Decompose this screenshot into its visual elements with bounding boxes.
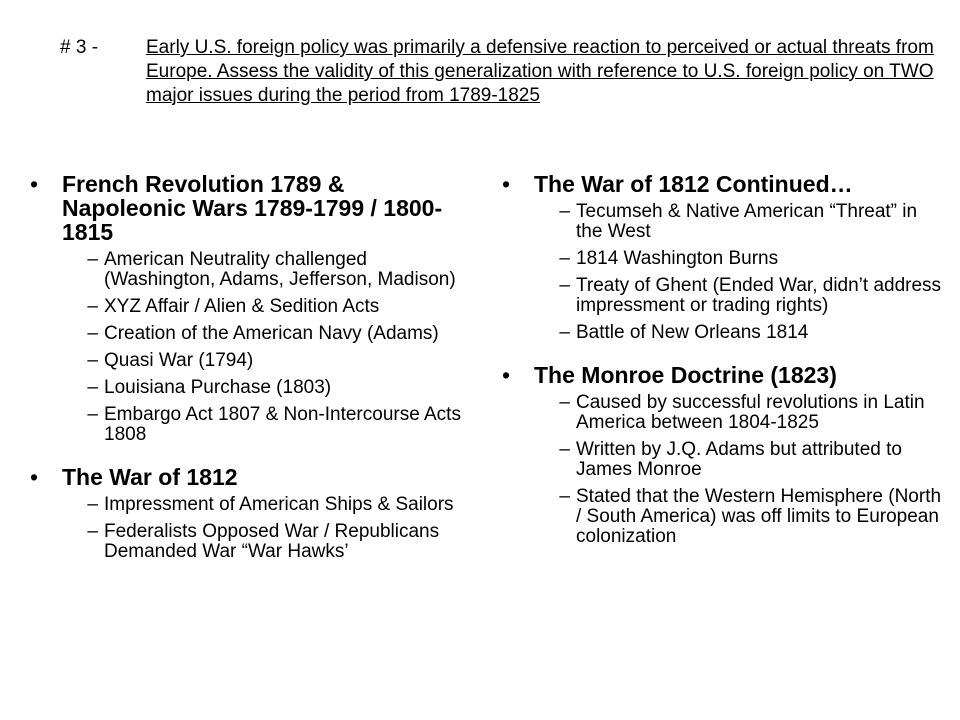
bullet-icon: • xyxy=(502,171,511,197)
indent-spacer xyxy=(30,351,62,371)
section-heading xyxy=(502,363,942,387)
indent-spacer xyxy=(30,297,62,317)
list-item xyxy=(502,440,942,480)
sub-item-list xyxy=(30,250,470,445)
indent-spacer xyxy=(30,522,62,562)
section-heading-text: The Monroe Doctrine (1823) xyxy=(534,362,837,388)
list-item-text: Treaty of Ghent (Ended War, didn’t address impressment or trading rights) xyxy=(576,275,942,316)
indent-spacer xyxy=(30,495,62,515)
indent-spacer xyxy=(30,324,62,344)
dash-icon: – xyxy=(87,494,98,515)
dash-icon: – xyxy=(87,404,98,425)
section-heading-text: The War of 1812 Continued… xyxy=(534,171,853,197)
section-heading xyxy=(30,465,470,489)
list-item xyxy=(502,249,942,269)
indent-spacer xyxy=(30,250,62,290)
dash-icon: – xyxy=(559,439,570,460)
outline-section xyxy=(502,172,942,343)
bullet-icon: • xyxy=(30,171,39,197)
bullet-icon: • xyxy=(30,464,39,490)
list-item-text: Stated that the Western Hemisphere (North / South America) was off limits to European colonization xyxy=(576,486,942,547)
list-item xyxy=(502,323,942,343)
list-item xyxy=(30,522,470,562)
dash-icon: – xyxy=(559,248,570,269)
question-text: Early U.S. foreign policy was primarily a defensive reaction to perceived or actual threats from Europe. Assess the validity of this generalization with reference to U.S. foreign policy on TWO major issues during the period from 1789-1825 xyxy=(146,37,934,106)
list-item-text: American Neutrality challenged (Washington, Adams, Jefferson, Madison) xyxy=(104,249,456,290)
list-item-text: Louisiana Purchase (1803) xyxy=(104,377,332,398)
dash-icon: – xyxy=(87,377,98,398)
list-item-text: Caused by successful revolutions in Latin America between 1804-1825 xyxy=(576,392,925,433)
indent-spacer xyxy=(502,323,534,343)
indent-spacer xyxy=(502,393,534,433)
sub-item-list xyxy=(30,495,470,562)
question-prompt xyxy=(60,36,940,108)
list-item-text: XYZ Affair / Alien & Sedition Acts xyxy=(104,296,380,317)
list-item xyxy=(30,250,470,290)
list-item xyxy=(30,351,470,371)
section-heading xyxy=(502,172,942,196)
left-column xyxy=(30,172,470,582)
list-item xyxy=(30,324,470,344)
dash-icon: – xyxy=(559,275,570,296)
indent-spacer xyxy=(502,202,534,242)
dash-icon: – xyxy=(559,201,570,222)
dash-icon: – xyxy=(559,392,570,413)
indent-spacer xyxy=(30,405,62,445)
list-item xyxy=(502,487,942,547)
list-item-text: Federalists Opposed War / Republicans Demanded War “War Hawks’ xyxy=(104,521,440,562)
list-item-text: Impressment of American Ships & Sailors xyxy=(104,494,454,515)
list-item xyxy=(30,378,470,398)
section-heading-text: French Revolution 1789 & Napoleonic Wars 1789-1799 / 1800-1815 xyxy=(62,171,443,245)
indent-spacer xyxy=(30,378,62,398)
list-item xyxy=(30,405,470,445)
dash-icon: – xyxy=(87,249,98,270)
dash-icon: – xyxy=(87,521,98,542)
dash-icon: – xyxy=(559,322,570,343)
indent-spacer xyxy=(502,487,534,547)
bullet-icon: • xyxy=(502,362,511,388)
dash-icon: – xyxy=(87,296,98,317)
list-item xyxy=(30,495,470,515)
list-item-text: Battle of New Orleans 1814 xyxy=(576,322,809,343)
section-heading xyxy=(30,172,470,244)
list-item-text: Tecumseh & Native American “Threat” in the West xyxy=(576,201,918,242)
dash-icon: – xyxy=(87,323,98,344)
dash-icon: – xyxy=(559,486,570,507)
list-item-text: 1814 Washington Burns xyxy=(576,248,779,269)
right-column xyxy=(502,172,942,567)
outline-section xyxy=(30,465,470,562)
list-item xyxy=(502,276,942,316)
list-item xyxy=(502,393,942,433)
list-item xyxy=(502,202,942,242)
list-item-text: Written by J.Q. Adams but attributed to James Monroe xyxy=(576,439,902,480)
list-item-text: Embargo Act 1807 & Non-Intercourse Acts 1808 xyxy=(104,404,461,445)
outline-section xyxy=(502,363,942,547)
indent-spacer xyxy=(502,440,534,480)
indent-spacer xyxy=(502,276,534,316)
question-number: # 3 - xyxy=(60,37,99,58)
dash-icon: – xyxy=(87,350,98,371)
sub-item-list xyxy=(502,202,942,343)
sub-item-list xyxy=(502,393,942,547)
list-item-text: Creation of the American Navy (Adams) xyxy=(104,323,439,344)
outline-section xyxy=(30,172,470,445)
list-item-text: Quasi War (1794) xyxy=(104,350,254,371)
indent-spacer xyxy=(502,249,534,269)
section-heading-text: The War of 1812 xyxy=(62,464,238,490)
list-item xyxy=(30,297,470,317)
